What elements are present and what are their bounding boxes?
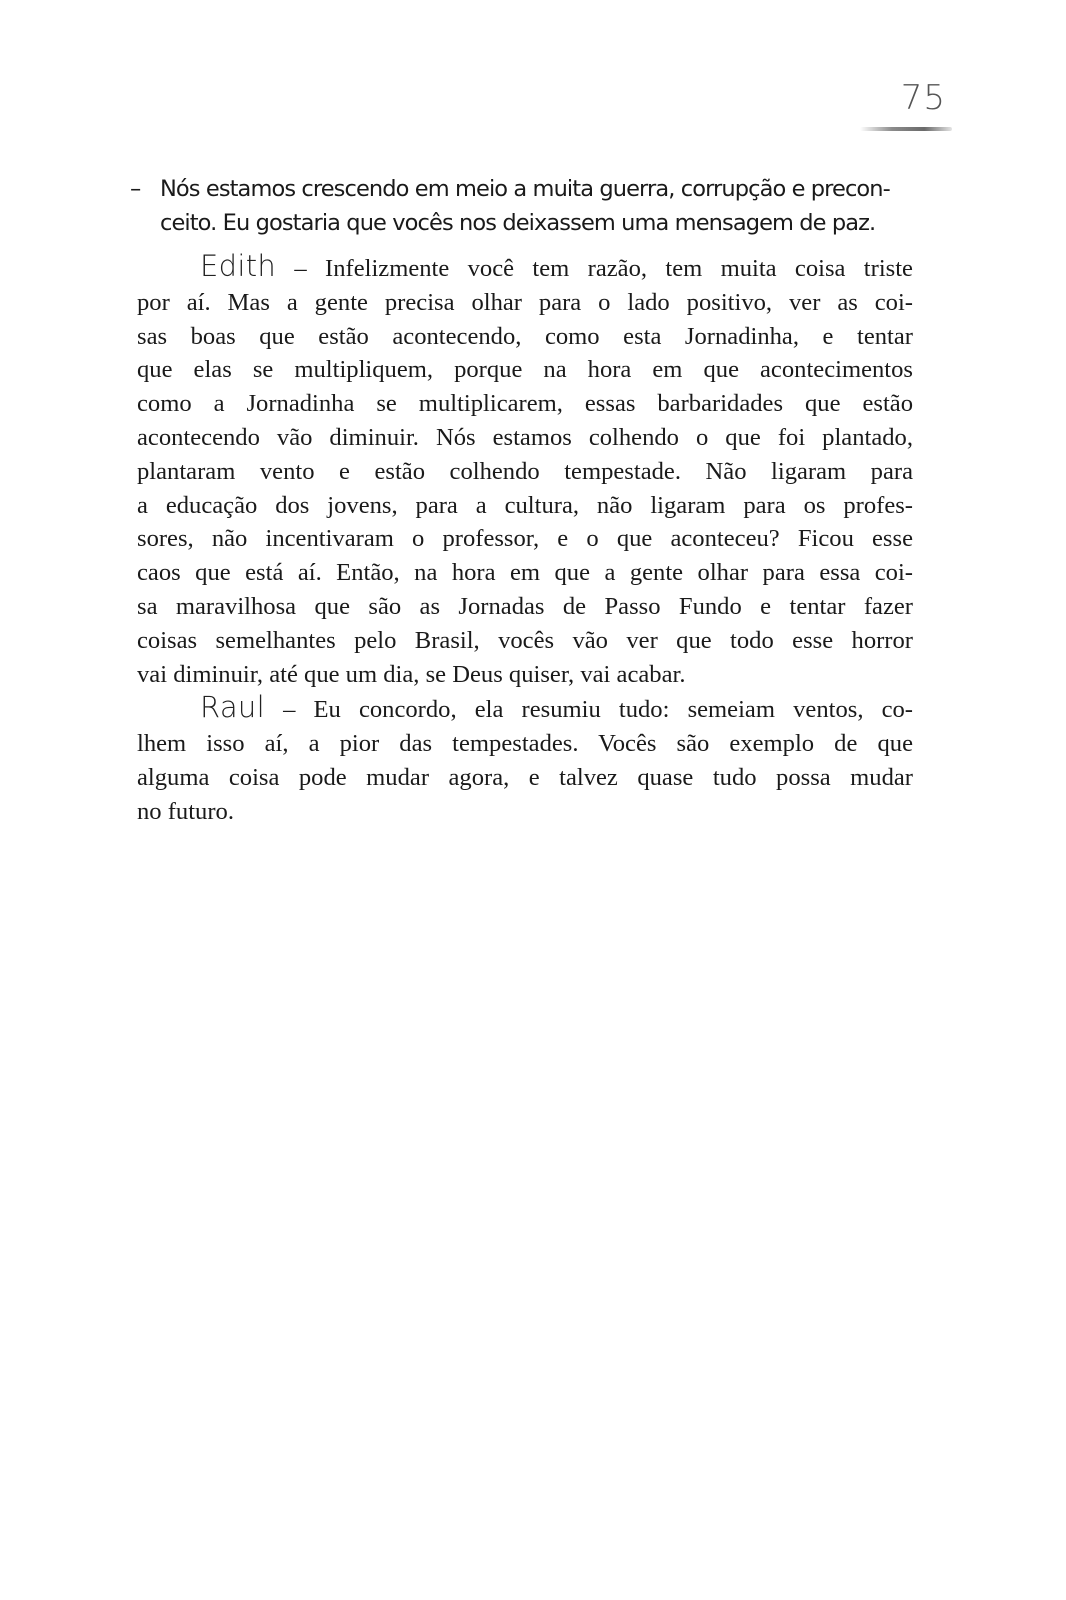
answer-line: plantaram vento e estão colhendo tempestade. Não ligaram para: [137, 457, 913, 485]
answer-line: que elas se multipliquem, porque na hora em que acontecimentos: [137, 356, 913, 384]
answer-line: [137, 250, 913, 286]
answer-line: alguma coisa pode mudar agora, e talvez quase tudo possa mudar: [137, 763, 913, 791]
answer-line: coisas semelhantes pelo Brasil, vocês vão ver que todo esse horror: [137, 626, 913, 654]
answers: [137, 250, 913, 829]
answer-line: caos que está aí. Então, na hora em que a gente olhar para essa coi-: [137, 559, 913, 587]
page-number: 75: [900, 78, 946, 118]
answer-line: sas boas que estão acontecendo, como esta Jornadinha, e tentar: [137, 322, 913, 350]
answer-edith: [137, 250, 913, 691]
answer-line: sa maravilhosa que são as Jornadas de Passo Fundo e tentar fazer: [137, 592, 913, 620]
answer-line: sores, não incentivaram o professor, e o que aconteceu? Ficou esse: [137, 525, 913, 553]
answer-line: lhem isso aí, a pior das tempestades. Vocês são exemplo de que: [137, 730, 913, 758]
answer-line: [137, 691, 913, 727]
answer-line: vai diminuir, até que um dia, se Deus quiser, vai acabar.: [137, 660, 686, 688]
answer-line: acontecendo vão diminuir. Nós estamos colhendo o que foi plantado,: [137, 423, 913, 451]
answer-line: a educação dos jovens, para a cultura, não ligaram para os profes-: [137, 491, 913, 519]
question-line: ceito. Eu gostaria que vocês nos deixassem uma mensagem de paz.: [160, 210, 876, 236]
answer-line: como a Jornadinha se multiplicarem, essas barbaridades que estão: [137, 390, 913, 418]
question-paragraph: [130, 172, 920, 240]
answer-raul: [137, 691, 913, 828]
answer-line: no futuro.: [137, 797, 234, 825]
page-number-rule: [860, 127, 952, 131]
answer-line-text: – Eu concordo, ela resumiu tudo: semeiam ventos, co-: [283, 696, 913, 724]
question-line: Nós estamos crescendo em meio a muita guerra, corrupção e precon-: [160, 176, 890, 202]
speaker-name: Raul: [200, 690, 265, 725]
question-dash: –: [130, 176, 141, 202]
answer-line-text: – Infelizmente você tem razão, tem muita coisa triste: [294, 255, 913, 282]
speaker-name: Edith: [200, 249, 277, 283]
answer-line: por aí. Mas a gente precisa olhar para o lado positivo, ver as coi-: [137, 288, 913, 316]
